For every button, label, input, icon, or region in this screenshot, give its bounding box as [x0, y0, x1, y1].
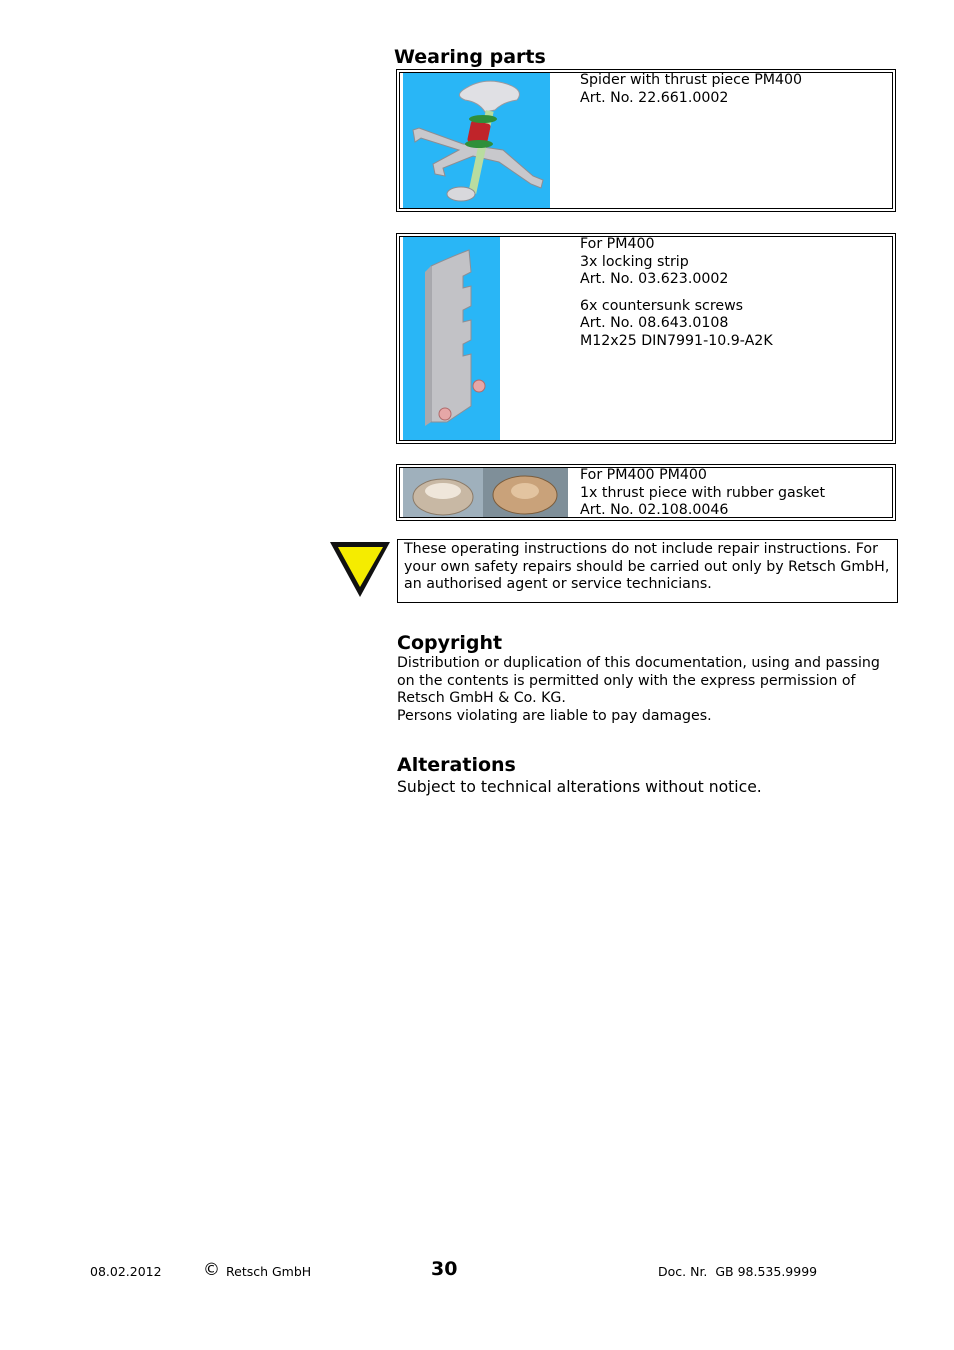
footer-doc-number: Doc. Nr. GB 98.535.9999: [658, 1264, 818, 1279]
part-line: For PM400 PM400: [580, 467, 707, 483]
part-line: Art. No. 02.108.0046: [580, 502, 729, 519]
locking-strip-illustration: [403, 236, 500, 441]
part-spider-thrust-piece: [396, 69, 896, 212]
copyright-paragraph: Distribution or duplication of this documentation, using and passing on the contents is permitted only with the express permission of Retsch GmbH & Co. KG.: [397, 655, 880, 707]
part-line: M12x25 DIN7991-10.9-A2K: [580, 332, 773, 349]
copyright-paragraph: Persons violating are liable to pay damages.: [397, 707, 712, 724]
warning-text: These operating instructions do not include repair instructions. For your own safety repairs should be carried out only by Retsch GmbH, an authorised agent or service technicians.: [404, 541, 890, 593]
thrust-piece-photo: [403, 467, 568, 518]
part-line: 3x locking strip: [580, 253, 689, 270]
part-locking-text: [580, 236, 773, 351]
part-line: For PM400: [580, 236, 655, 252]
alterations-heading: Alterations: [397, 754, 516, 776]
copyright-heading: Copyright: [397, 632, 503, 654]
page-number: 30: [431, 1258, 458, 1280]
footer-company: Retsch GmbH: [226, 1264, 312, 1279]
part-locking-strip: [396, 233, 896, 444]
warning-box: [397, 539, 898, 603]
part-thrust-piece: [396, 464, 896, 521]
part-line: Art. No. 22.661.0002: [580, 89, 729, 106]
part-spider-text: [580, 72, 802, 107]
part-line: Art. No. 03.623.0002: [580, 271, 729, 288]
footer-date: 08.02.2012: [90, 1264, 162, 1279]
alterations-text: Subject to technical alterations without notice.: [397, 778, 762, 796]
part-line: Art. No. 08.643.0108: [580, 315, 729, 332]
part-line: Spider with thrust piece PM400: [580, 72, 803, 88]
wearing-parts-heading: Wearing parts: [394, 46, 546, 68]
copyright-symbol: ©: [203, 1260, 220, 1280]
part-thrust-text: [580, 467, 825, 520]
part-line: 1x thrust piece with rubber gasket: [580, 484, 826, 501]
copyright-body: [397, 655, 897, 725]
warning-triangle-icon: [322, 537, 394, 603]
part-line: 6x countersunk screws: [580, 297, 744, 314]
spider-thrust-piece-illustration: [403, 72, 550, 209]
